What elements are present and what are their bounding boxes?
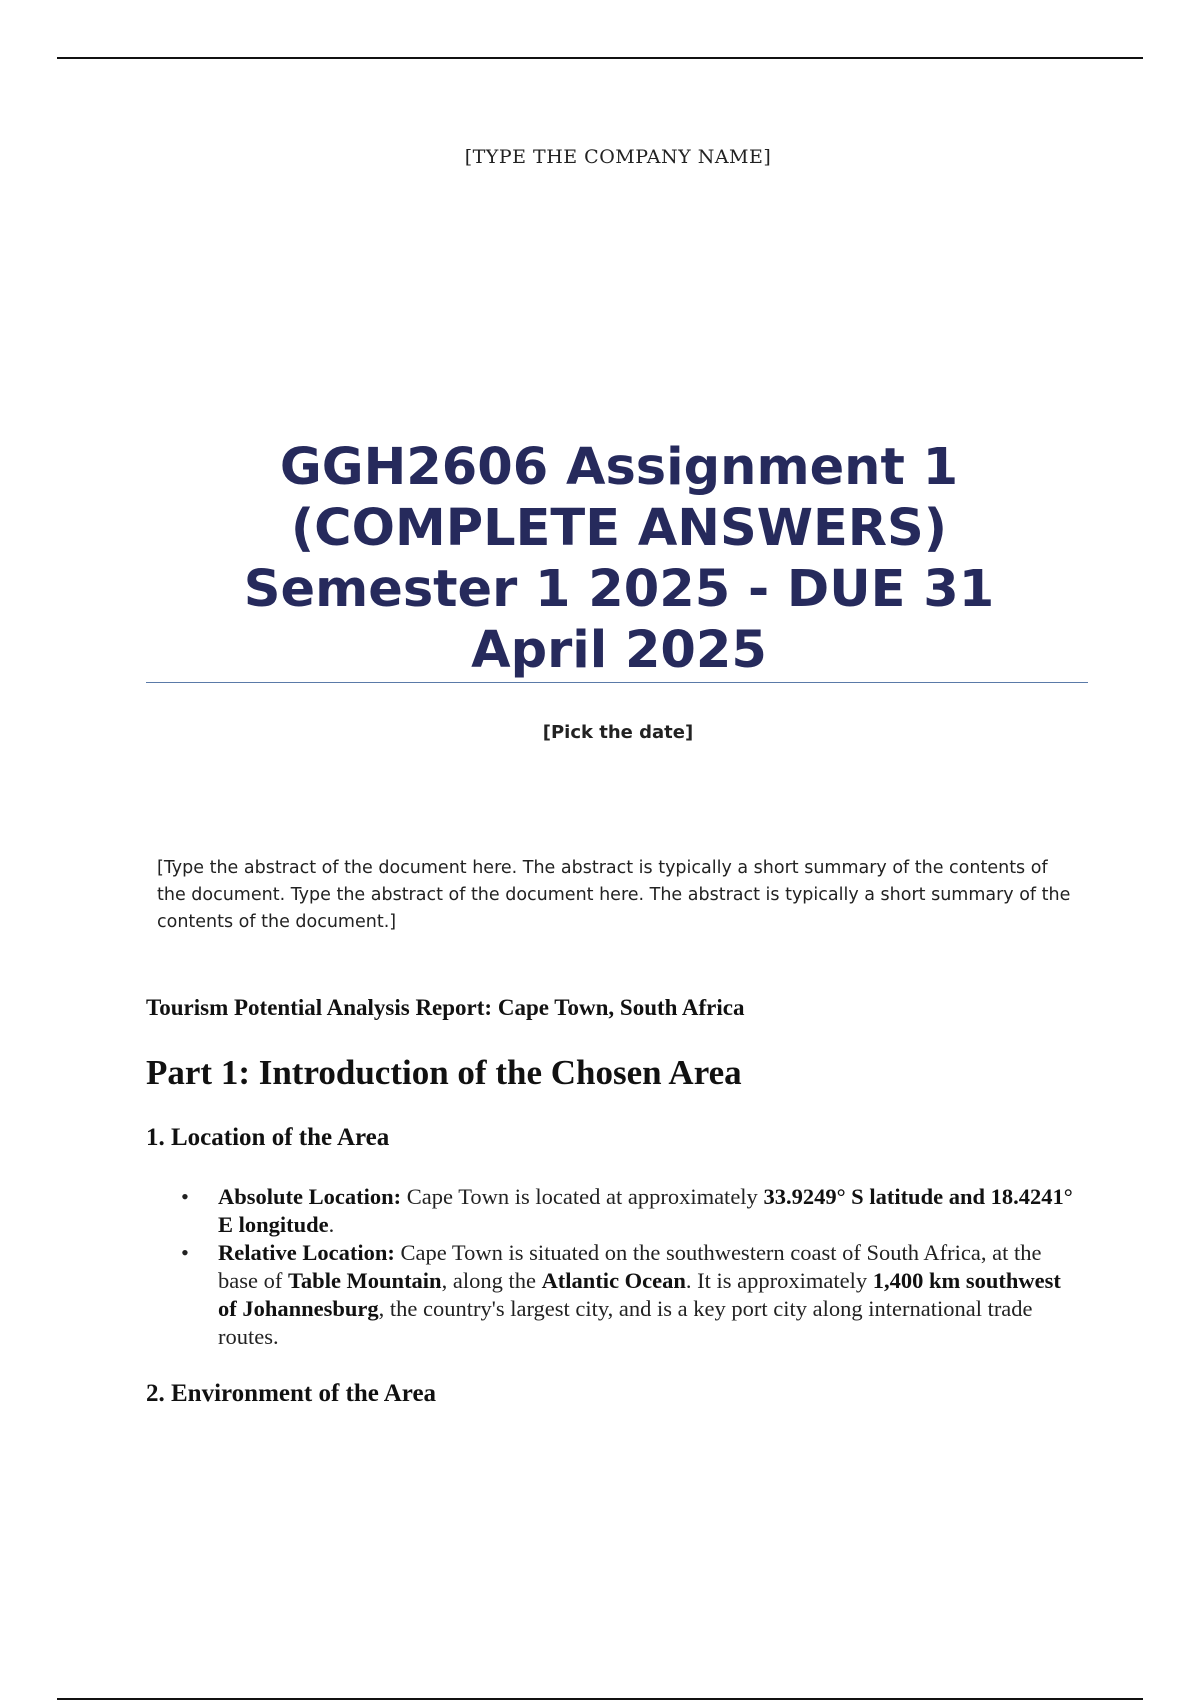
document-date: [Pick the date] [542, 722, 694, 743]
title-line-4: April 2025 [471, 621, 767, 680]
bullet-label: Relative Location: [218, 1240, 395, 1265]
bullet-text: . It is approximately [685, 1268, 873, 1293]
bullet-label: Absolute Location: [218, 1184, 402, 1209]
environment-heading: 2. Environment of the Area [146, 1380, 437, 1407]
title-line-1: GGH2606 Assignment 1 [279, 438, 959, 497]
title-line-2: (COMPLETE ANSWERS) [290, 499, 948, 558]
abstract: [Type the abstract of the document here. The abstract is typically a short summary of the contents of the document. Type the abstract of the document here. The abstract is typically a short summary of the contents of the document.] [157, 858, 1071, 932]
document-title [146, 437, 1092, 681]
bullet-text: , the country's largest city, and is a key port city along international trade routes. [218, 1296, 1033, 1349]
bullet-bold-text: Atlantic Ocean [541, 1268, 686, 1293]
bullet-icon: • [181, 1240, 189, 1265]
bullet-text: Cape Town is situated on the southwestern coast of South Africa, at the base of [218, 1240, 1042, 1293]
list-item [181, 1183, 1078, 1239]
page-top-rule [57, 57, 1143, 59]
bullet-text: , along the [441, 1268, 542, 1293]
bullet-bold-text: Table Mountain [287, 1268, 442, 1293]
title-line-3: Semester 1 2025 - DUE 31 [243, 560, 995, 619]
location-bullet-list [181, 1183, 1078, 1351]
list-item [181, 1239, 1078, 1351]
part-1-heading: Part 1: Introduction of the Chosen Area [146, 1053, 742, 1092]
location-heading: 1. Location of the Area [146, 1124, 390, 1151]
company-name: [TYPE THE COMPANY NAME] [464, 146, 772, 168]
bullet-bold-text: 1,400 km southwest of Johannesburg [218, 1268, 1061, 1321]
title-underline [146, 682, 1088, 683]
bullet-text: . [328, 1212, 335, 1237]
bullet-icon: • [181, 1184, 189, 1209]
bullet-text: Cape Town is located at approximately [401, 1184, 764, 1209]
bullet-bold-text: 33.9249° S latitude and 18.4241° E longitude [218, 1184, 1073, 1237]
report-title: Tourism Potential Analysis Report: Cape Town, South Africa [146, 995, 745, 1020]
